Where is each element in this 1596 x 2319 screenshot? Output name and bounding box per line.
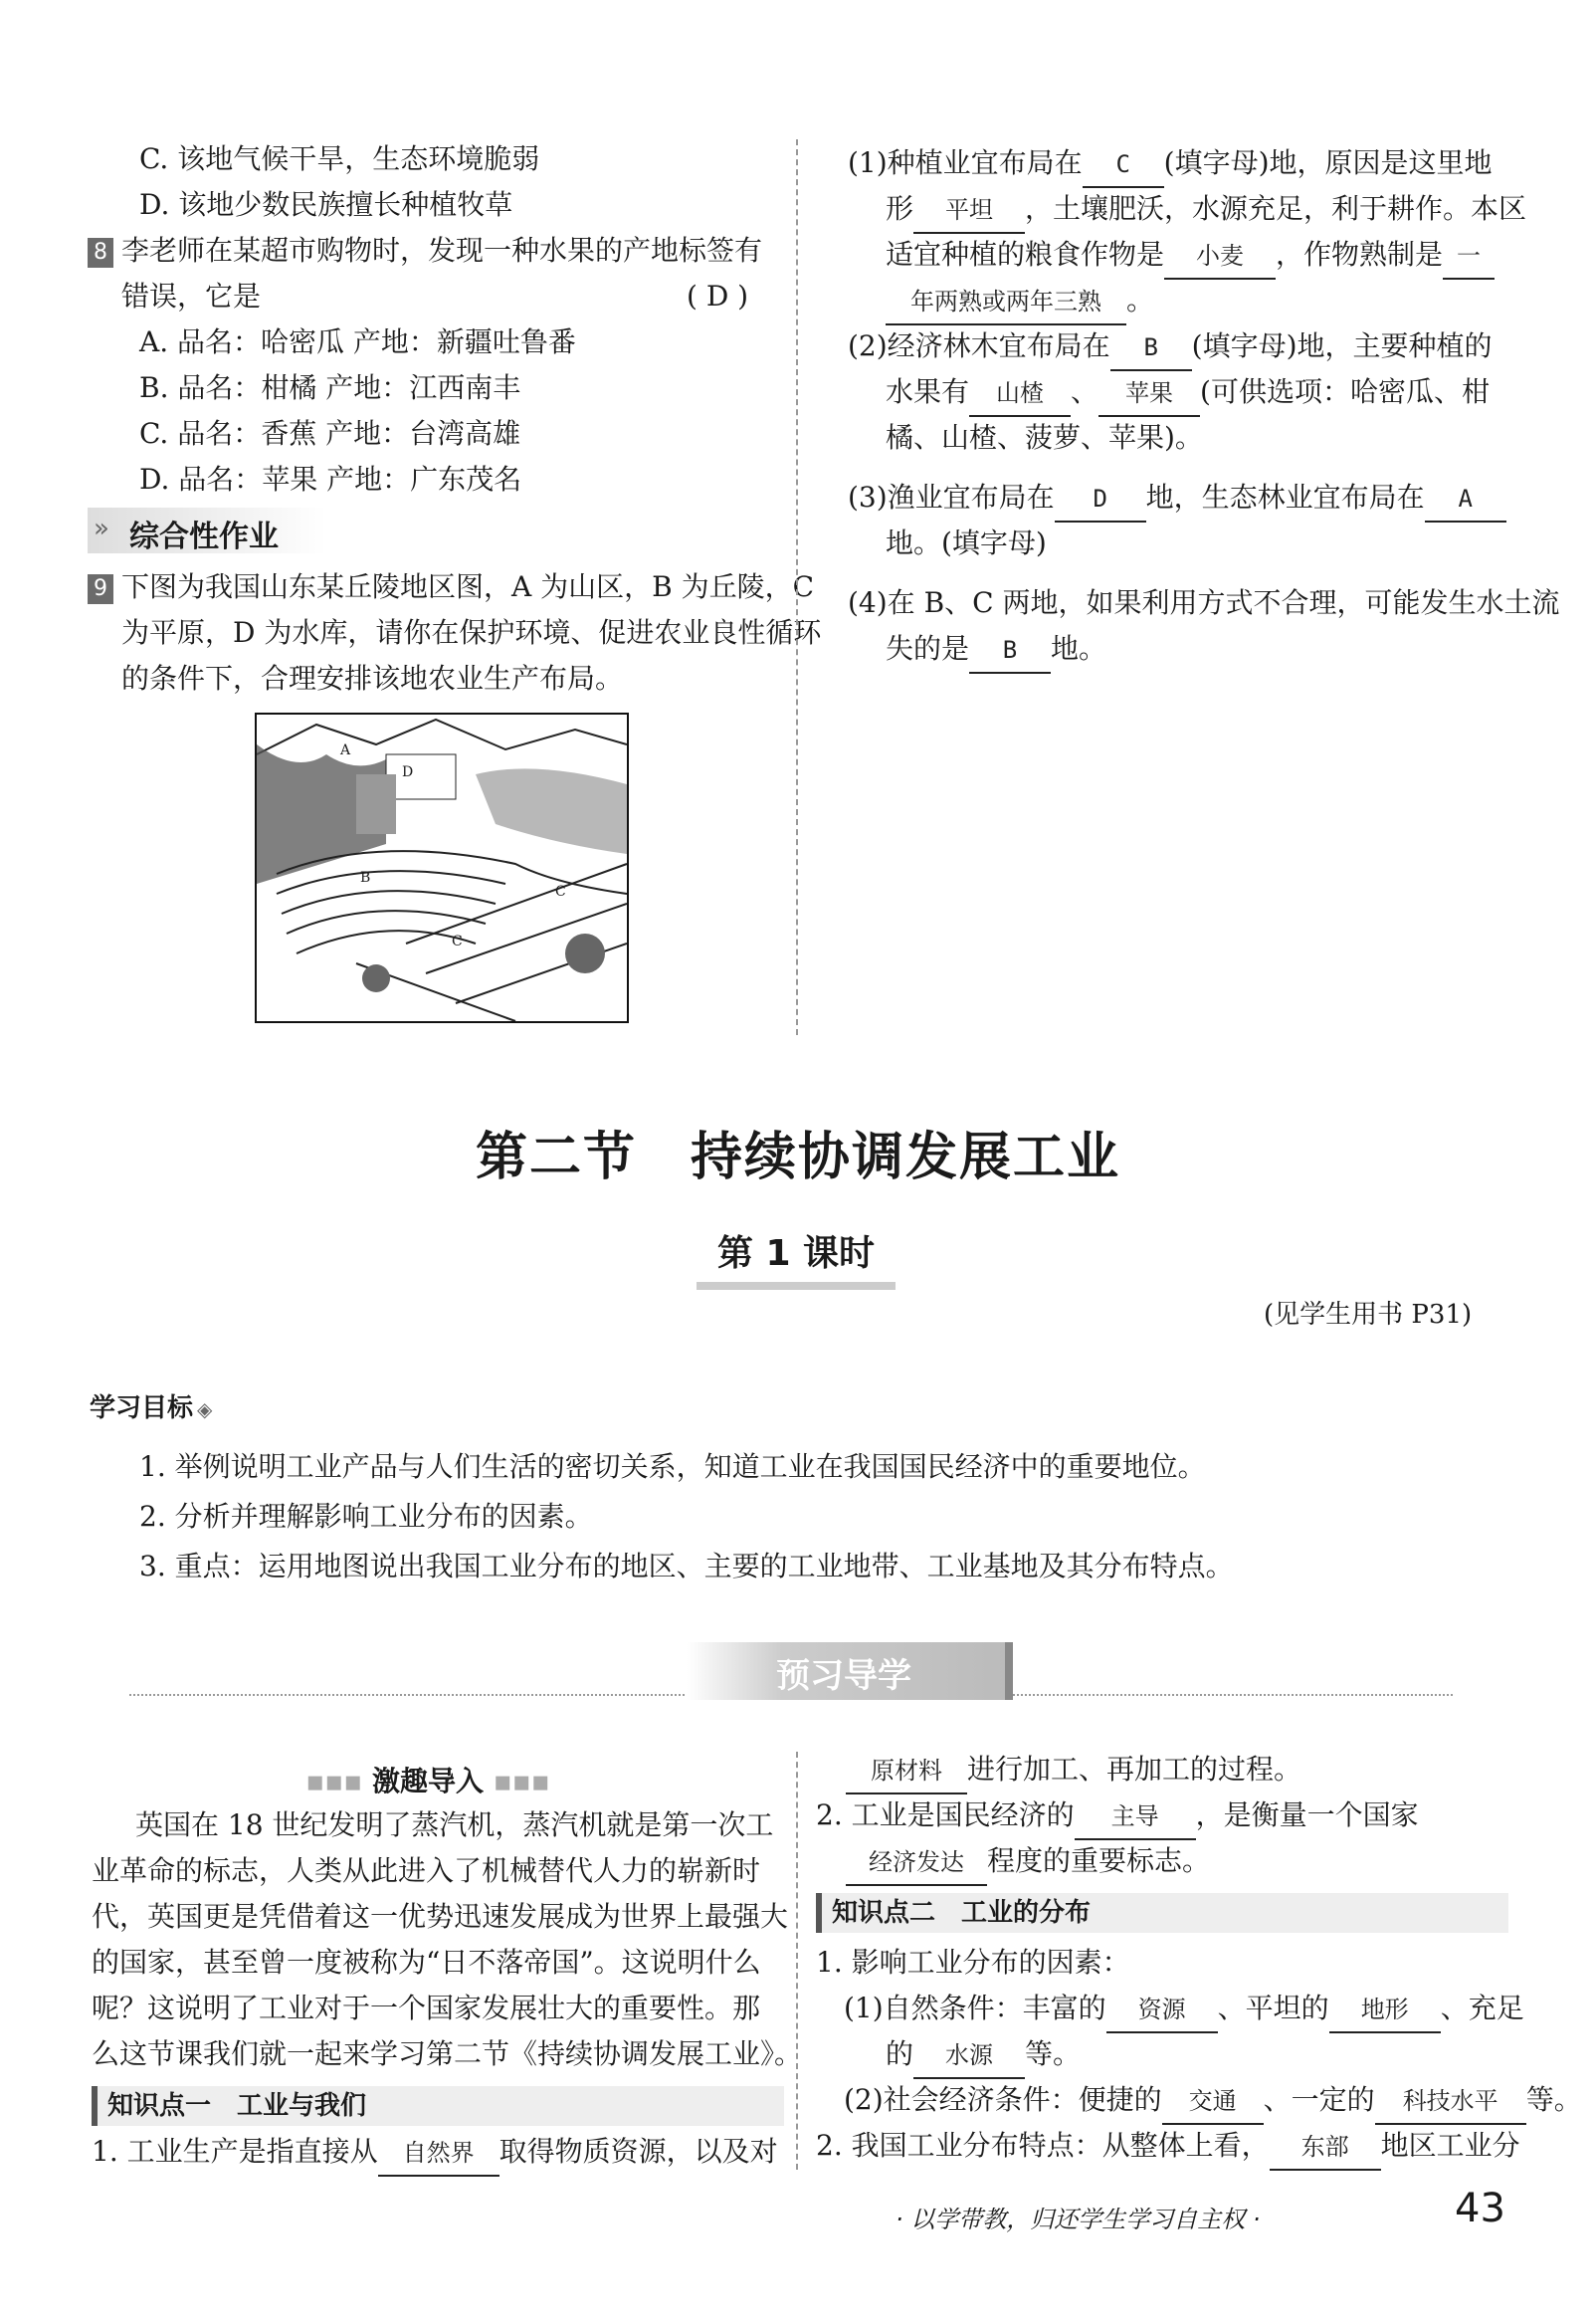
q9-p1-text-c: (填字母)地，原因是这里地 [1163,146,1493,179]
q9-p1-text-a: (1)种植业宜布局在 [848,146,1083,179]
hill-region-map [255,713,629,1023]
q9-p1-blank-wheat: 小麦 [1164,234,1276,280]
factors-heading: 1. 影响工业分布的因素： [816,1946,1130,1979]
heading-deco-left: ▪▪▪ [305,1765,372,1797]
intro-line-1: 英国在 18 世纪发明了蒸汽机，蒸汽机就是第一次工 [135,1808,774,1841]
kp1-line [92,2130,778,2177]
intro-heading [299,1760,557,1799]
natural-text-a: (1)自然条件：丰富的 [844,1992,1106,2024]
comprehensive-banner [88,508,326,553]
blank-resources: 资源 [1106,1988,1218,2033]
q8-stem-text: 李老师在某超市购物时，发现一种水果的产地标签有 [121,234,763,267]
q9-p4-line2 [886,627,1106,674]
q9-p3-blank-d: D [1055,477,1146,523]
q9-p2-blank-hawthorn: 山楂 [969,371,1071,417]
goal-item-2: 2. 分析并理解影响工业分布的因素。 [139,1500,593,1533]
q8-option-a: A. 品名：哈密瓜 产地：新疆吐鲁番 [139,325,576,358]
section-title: 第二节 持续协调发展工业 [475,1127,1120,1187]
q8-number: 8 [88,238,113,268]
right-line-1 [846,1748,1301,1794]
q9-p2-text-f: (可供选项：哈密瓜、柑 [1200,375,1490,408]
q9-number: 9 [88,574,113,604]
comprehensive-title: 综合性作业 [129,520,279,554]
intro-line-4: 的国家，甚至曾一度被称为“日不落帝国”。这说明什么 [92,1946,761,1979]
page-number: 43 [1455,2186,1505,2231]
right-line-3-text: 程度的重要标志。 [987,1844,1211,1877]
q9-p1-blank-system-part2: 年两熟或两年三熟 [886,280,1126,325]
q9-p3-text-c: 地，生态林业宜布局在 [1145,481,1425,514]
q8-option-c: C. 品名：香蕉 产地：台湾高雄 [139,417,521,450]
q9-p2-line3: 橘、山楂、菠萝、苹果)。 [886,421,1203,454]
q9-p1-line2 [886,187,1526,234]
natural-cont-text-b: 等。 [1025,2037,1082,2070]
q9-p4-line1: (4)在 B、C 两地，如果利用方式不合理，可能发生水土流 [848,586,1560,619]
blank-east: 东部 [1270,2125,1381,2171]
q9-p3-text-a: (3)渔业宜布局在 [848,481,1055,514]
blank-raw-material: 原材料 [846,1749,967,1794]
q8-option-d: D. 品名：苹果 产地：广东茂名 [139,463,522,496]
column-divider-top [796,139,798,1035]
q9-stem-line1 [88,565,814,609]
social-text-a: (2)社会经济条件：便捷的 [844,2083,1162,2116]
blank-tech: 科技水平 [1375,2079,1526,2125]
q9-stem-text: 下图为我国山东某丘陵地区图，A 为山区，B 为丘陵，C [121,570,815,603]
q9-p1-text-e: ，土壤肥沃，水源充足，利于耕作。本区 [1025,192,1527,225]
q9-p1-line4 [886,279,1154,325]
q8-answer: ( D ) [687,280,749,313]
factors-natural [844,1987,1524,2033]
blank-economy: 经济发达 [846,1840,987,1886]
q9-p4-blank-b: B [969,628,1051,674]
q9-p2-line2 [886,370,1490,417]
arrow-icon: » [94,514,109,543]
q9-p2-line1 [848,324,1493,371]
q9-p1-text-f: 适宜种植的粮食作物是 [886,238,1165,271]
footer-motto: · 以学带教，归还学生学习自主权 · [896,2206,1261,2233]
social-text-b: 、一定的 [1263,2083,1375,2116]
q9-p4-text-b: 失的是 [886,632,970,665]
intro-line-2: 业革命的标志，人类从此进入了机械替代人力的崭新时 [92,1854,761,1887]
intro-line-3: 代，英国更是凭借着这一优势迅速发展成为世界上最强大 [92,1900,789,1933]
blank-leading: 主导 [1075,1794,1196,1840]
map-label-a: A [340,742,351,758]
q9-p1-line3 [886,233,1495,280]
kp1-text-b: 取得物质资源，以及对 [499,2135,778,2168]
q9-p2-text-e: 、 [1071,375,1099,408]
hill-region-illustration [257,715,627,1021]
natural-cont-text-a: 的 [886,2037,914,2070]
natural-text-c: 、充足 [1440,1992,1524,2024]
factors-social [844,2078,1582,2125]
q9-stem-line3: 的条件下，合理安排该地农业生产布局。 [121,662,624,695]
distribution-features [816,2124,1520,2171]
right-line-2 [816,1793,1419,1840]
kp1-blank-nature: 自然界 [378,2131,499,2177]
q9-p3-line1 [848,476,1506,523]
map-label-d: D [402,764,414,780]
q9-p2-text-a: (2)经济林木宜布局在 [848,329,1110,362]
q9-p1-blank-flat: 平坦 [913,188,1025,234]
map-label-c1: C [555,884,566,900]
goal-item-3: 3. 重点：运用地图说出我国工业分布的地区、主要的工业地带、工业基地及其分布特点。 [139,1550,1234,1582]
natural-text-b: 、平坦的 [1217,1992,1329,2024]
reference-note: (见学生用书 P31) [1264,1300,1473,1330]
right-line-2-text-b: ，是衡量一个国家 [1195,1798,1419,1831]
right-line-1-text: 进行加工、再加工的过程。 [967,1753,1302,1786]
lesson-title: 第 1 课时 [697,1226,896,1290]
q9-stem-line2: 为平原，D 为水库，请你在保护环境、促进农业良性循环 [121,616,822,649]
map-label-b: B [360,870,371,886]
social-text-c: 等。 [1525,2083,1582,2116]
q8-option-b: B. 品名：柑橘 产地：江西南丰 [139,371,521,404]
q8-stem-line1 [88,229,762,273]
q9-p1-line1 [848,141,1493,188]
blank-water: 水源 [913,2033,1025,2079]
factors-natural-cont [886,2032,1081,2079]
goals-heading-text: 学习目标 [90,1393,194,1423]
q9-p2-text-c: (填字母)地，主要种植的 [1191,329,1493,362]
q9-p2-blank-apple: 苹果 [1098,371,1200,417]
kp2-heading: 知识点二 工业的分布 [816,1893,1508,1933]
q9-p1-text-d: 形 [886,192,914,225]
right-line-2-text-a: 2. 工业是国民经济的 [816,1798,1075,1831]
blank-terrain: 地形 [1329,1988,1441,2033]
goal-item-1: 1. 举例说明工业产品与人们生活的密切关系，知道工业在我国国民经济中的重要地位。 [139,1450,1206,1483]
q9-p1-blank-c: C [1083,142,1164,188]
blank-transport: 交通 [1162,2079,1264,2125]
intro-line-5: 呢？这说明了工业对于一个国家发展壮大的重要性。那 [92,1992,761,2024]
q9-p3-line2: 地。(填字母) [886,527,1047,559]
preview-banner-text: 预习导学 [776,1656,911,1696]
preview-banner [687,1642,1013,1700]
map-label-c2: C [452,934,463,949]
intro-line-6: 么这节课我们就一起来学习第二节《持续协调发展工业》。 [92,2037,803,2070]
q9-p1-text-g: ，作物熟制是 [1276,238,1444,271]
q7-option-d: D. 该地少数民族擅长种植牧草 [139,188,513,221]
q9-p2-blank-b: B [1110,325,1192,371]
heading-deco-right: ▪▪▪ [484,1765,550,1797]
column-divider-bottom [796,1752,798,2170]
q9-p1-blank-system-part1: 一 [1443,234,1495,280]
diamond-icon: ◈ [197,1397,213,1421]
right-line-3 [846,1839,1210,1886]
q9-p3-blank-a: A [1425,477,1506,523]
distribution-text-a: 2. 我国工业分布特点：从整体上看， [816,2129,1270,2162]
q7-option-c: C. 该地气候干旱，生态环境脆弱 [139,142,540,175]
goals-heading [90,1387,212,1424]
q9-p2-text-d: 水果有 [886,375,970,408]
kp1-heading: 知识点一 工业与我们 [92,2086,784,2126]
q9-p1-text-h: 。 [1126,284,1155,316]
q8-stem-line2: 错误，它是 [121,280,262,313]
intro-heading-text: 激趣导入 [371,1765,484,1797]
kp1-text-a: 1. 工业生产是指直接从 [92,2135,378,2168]
distribution-text-b: 地区工业分 [1380,2129,1520,2162]
q9-p4-text-c: 地。 [1051,632,1107,665]
